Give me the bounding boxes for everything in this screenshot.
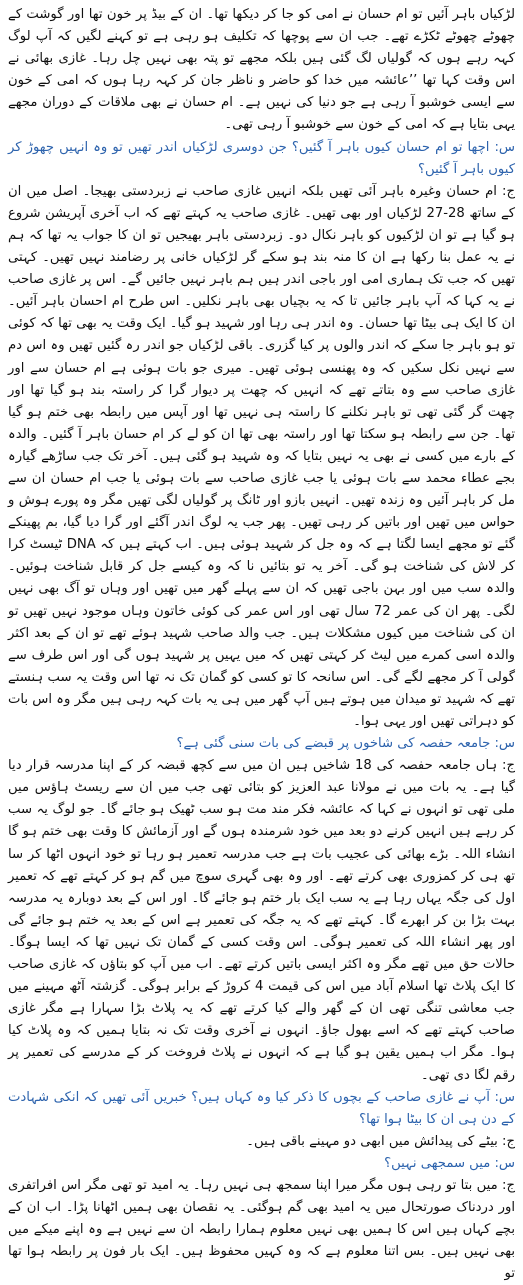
question-children: س: آپ نے غازی صاحب کے بچوں کا ذکر کیا وہ کہاں ہیں؟ خبریں آئی تھیں کہ انکی شہادت کے دن ہی ان کا بیٹا ہوا تھا؟ (8, 1089, 515, 1127)
answer-branches: ج: ہاں جامعہ حفصہ کی 18 شاخیں ہیں ان میں سے کچھ قبضہ کر کے اپنا مدرسہ قرار دیا گیا ہے۔ یہ بات میں نے مولانا عبد العزیز کو بتائی تھی جب میں ان سے ریسٹ ہاؤس میں ملی تھی تو انہوں نے کہا کہ عائشہ فکر مند مت ہو سب ٹھیک ہو جائے گا۔ جو لوگ یہ سب کر رہے ہیں انہیں کرنے دو بعد میں خود شرمندہ ہوں گے اور آزمائش کا وقت بھی ختم ہو گا انشاء اللہ۔ بڑے بھائی کی عجیب بات ہے جب مدرسہ تعمیر ہو رہا تو خود انہوں اٹھا کر سا تھ ہی کر کمزوری بھی کرتے تھے۔ اور وہ بھی گہری سوچ میں گم ہو کر کہتے تھے کہ تعمیر اول کی جگہ یہاں رہا ہے یہ سب ایک بار ختم ہو جائے گا۔ اور اس کے بعد دوبارہ یہ مدرسہ بہت بڑا بن کر ابھرے گا۔ کہتے تھے کہ یہ جگہ کی تعمیر ہے اس کے بعد یہ ختم ہو جائے گی اور پھر انشاء اللہ کی تعمیر ہوگی۔ اس وقت کسی کے گمان تک نہیں تھا کہ ایسا ہوگا۔ حالات حق میں تھے مگر وہ اکثر ایسی باتیں کرتے تھے۔ اب میں آپ کو بتاؤں کہ غازی صاحب کا ایک پلاٹ تھا اسلام آباد میں اس کی قیمت 4 کروڑ کے برابر ہوگی۔ گزشتہ آٹھ مہینے میں جب معاشی تنگی تھی ان کے گھر والے کیا کرتے تھے کہ یہ پلاٹ بڑا سہارا ہے مگر غازی صاحب کہتے تھے کہ اسے بھول جاؤ۔ انہوں نے آخری وقت تک نہ بتایا ہمیں کہ وہ پلاٹ کیا ہوا۔ مگر اب ہمیں یقین ہو گیا ہے کہ انہوں نے پلاٹ فروخت کر کے مدرسے کی تعمیر پر رقم لگا دی تھی۔ (8, 758, 515, 1083)
answer-why-came-out: ج: ام حسان وغیرہ باہر آئی تھیں بلکہ انہیں غازی صاحب نے زبردستی بھیجا۔ اصل میں ان کے ساتھ 28-27 لڑکیاں اور بھی تھیں۔ غازی صاحب یہ کہتے تھے کہ اب آخری آپریشن شروع ہو گیا ہے تو ان لڑکیوں کو باہر نکال دو۔ زبردستی باہر بھیجیں تو ان کا جواب یہ تھا کہ ہم نے یہ عمل بنا رکھا ہے ان کا منہ بند ہو سکے گر لڑکیاں خانی پر رضامند نہیں تھیں۔ کہتی تھیں کہ جب تک ہماری امی اور باجی اندر ہیں ہم باہر نہیں جائیں گے۔ اس پر غازی صاحب نے یہ کہا کہ آپ باہر جائیں تا کہ یہ بچیاں بھی باہر نکلیں۔ اس طرح ام احسان باہر آئیں۔ ان کا ایک ہی بیٹا تھا حسان۔ وہ اندر ہی رہا اور شہید ہو گیا۔ ایک وقت یہ بھی تھا کہ کوئی تو ہو باہر جا سکے کہ اندر والوں پر کیا گزری۔ باقی لڑکیاں جو اندر رہ گئیں تھیں وہ اس دم سے نہیں نکل سکیں کہ وہ پھنسی ہوئی تھیں۔ میری جو بات ہوئی ہے ام حسان سے اور غازی صاحب سے وہ بتاتے تھے کہ انہیں کہ چھت پر دیوار گرا کر راستہ بند ہو گیا تھا اور چھت گر گئی تھی تو باہر نکلنے کا راستہ ہی نہیں تھا اور آپس میں رابطہ بھی ختم ہو گیا تھا۔ جن سے رابطہ ہو سکتا تھا اور راستہ بھی تھا ان کو لے کر ام حسان باہر آ گئیں۔ والدہ کے بارے میں کسی نے بھی یہ نہیں بتایا کہ وہ شہید ہو گئی ہیں۔ آخر تک جب ساڑھے گیارہ بجے عطاء محمد سے بات ہوئی یا جب غازی صاحب سے بات ہوئی یا جب ام حسان ان سے مل کر باہر آئیں وہ زندہ تھیں۔ انہیں بازو اور ٹانگ پر گولیاں لگی تھیں مگر وہ پورے ہوش و حواس میں تھیں اور باتیں کر رہی تھیں۔ پھر جب یہ لوگ اندر آگئے اور گرا دیا گیا، بم پھینکے گئے تو مجھے ایسا لگتا ہے کہ وہ جل کر شہید ہوئی ہیں۔ اب کہتے ہیں کہ DNA ٹیسٹ کرا کر لاش کی شناخت ہو گی۔ آخر یہ تو بتائیں نا کہ وہ کیسے جل کر قابل شناخت ہوئیں۔ والدہ سب میں اور بہن باجی تھیں کہ ان سے پہلے گھر میں تھیں اور وہاں تو آگ بھی نہیں لگی۔ پھر ان کی عمر 72 سال تھی اور اس عمر کی کوئی خاتون وہاں موجود نہیں تھیں تو ان کی شناخت میں کیوں مشکلات ہیں۔ جب والد صاحب شہید ہوئے تھے تو ان کے بعد اکثر والدہ اسی کمرے میں لیٹ کر کہتی تھیں کہ میں یہیں پر شہید ہوں گی اور اس طرف سے گولی آ کر مجھے لگے گی۔ اس سانحہ کا تو کسی کو گمان تک نہ تھا اس وقت یہ سب ہنستے تھے کہ شہید تو میدان میں ہوتے ہیں آپ گھر میں ہی یہ بات کہہ رہی ہیں مگر وہ اس بات کو دہراتی تھیں اور یہی ہوا۔ (8, 183, 516, 729)
question-didnt-understand: س: میں سمجھی نہیں؟ (384, 1155, 515, 1171)
answer-explanation: ج: میں بتا تو رہی ہوں مگر میرا اپنا سمجھ ہی نہیں رہا۔ یہ امید تو تھی مگر اس افراتفری اور دردناک صورتحال میں یہ امید بھی گم ہوگئی۔ یہ نقصان بھی ہمیں اٹھانا پڑا۔ اب ان کے بچے کہاں ہیں اس کا ہمیں بھی نہیں معلوم ہمارا رابطہ ان سے نہیں ہے وہ اپنے میکے میں بھی نہیں ہیں۔ بس اتنا معلوم ہے کہ وہ کہیں محفوظ ہیں۔ ایک بار فون پر رابطہ ہوا تھا تو (8, 1177, 515, 1282)
question-why-came-out: س: اچھا تو ام حسان کیوں باہر آ گئیں؟ جن دوسری لڑکیاں اندر تھیں تو وہ انہیں چھوڑ کر کیوں باہر آ گئیں؟ (8, 139, 515, 177)
paragraph-intro: لڑکیاں باہر آئیں تو ام حسان نے امی کو جا کر دیکھا تھا۔ ان کے بیڈ پر خون تھا اور گوشت کے چھوٹے چھوٹے ٹکڑے تھے۔ جب ان سے پوچھا کہ تکلیف ہو رہی ہے تو کہنے لگیں کہ آپ لوگ کہہ رہے ہوں کہ گولیاں لگ گئی ہیں بلکہ مجھے تو پتہ بھی نہیں چل رہا۔ غازی بھائی نے اس وقت کہا تھا ’’عائشہ میں خدا کو حاضر و ناظر جان کر کہہ رہا ہوں کہ امی کے خون سے ایسی خوشبو آ رہی ہے جو دنیا کی نہیں ہے۔ ام حسان نے بھی ملاقات کے دوران مجھے یہی بتایا ہے کہ امی کے خون سے خوشبو آ رہی تھی۔ (8, 7, 515, 133)
question-branches: س: جامعہ حفصہ کی شاخوں پر قبضے کی بات سنی گئی ہے؟ (176, 736, 515, 752)
answer-children: ج: بیٹے کی پیدائش میں ابھی دو مہینے باقی ہیں۔ (246, 1133, 515, 1149)
